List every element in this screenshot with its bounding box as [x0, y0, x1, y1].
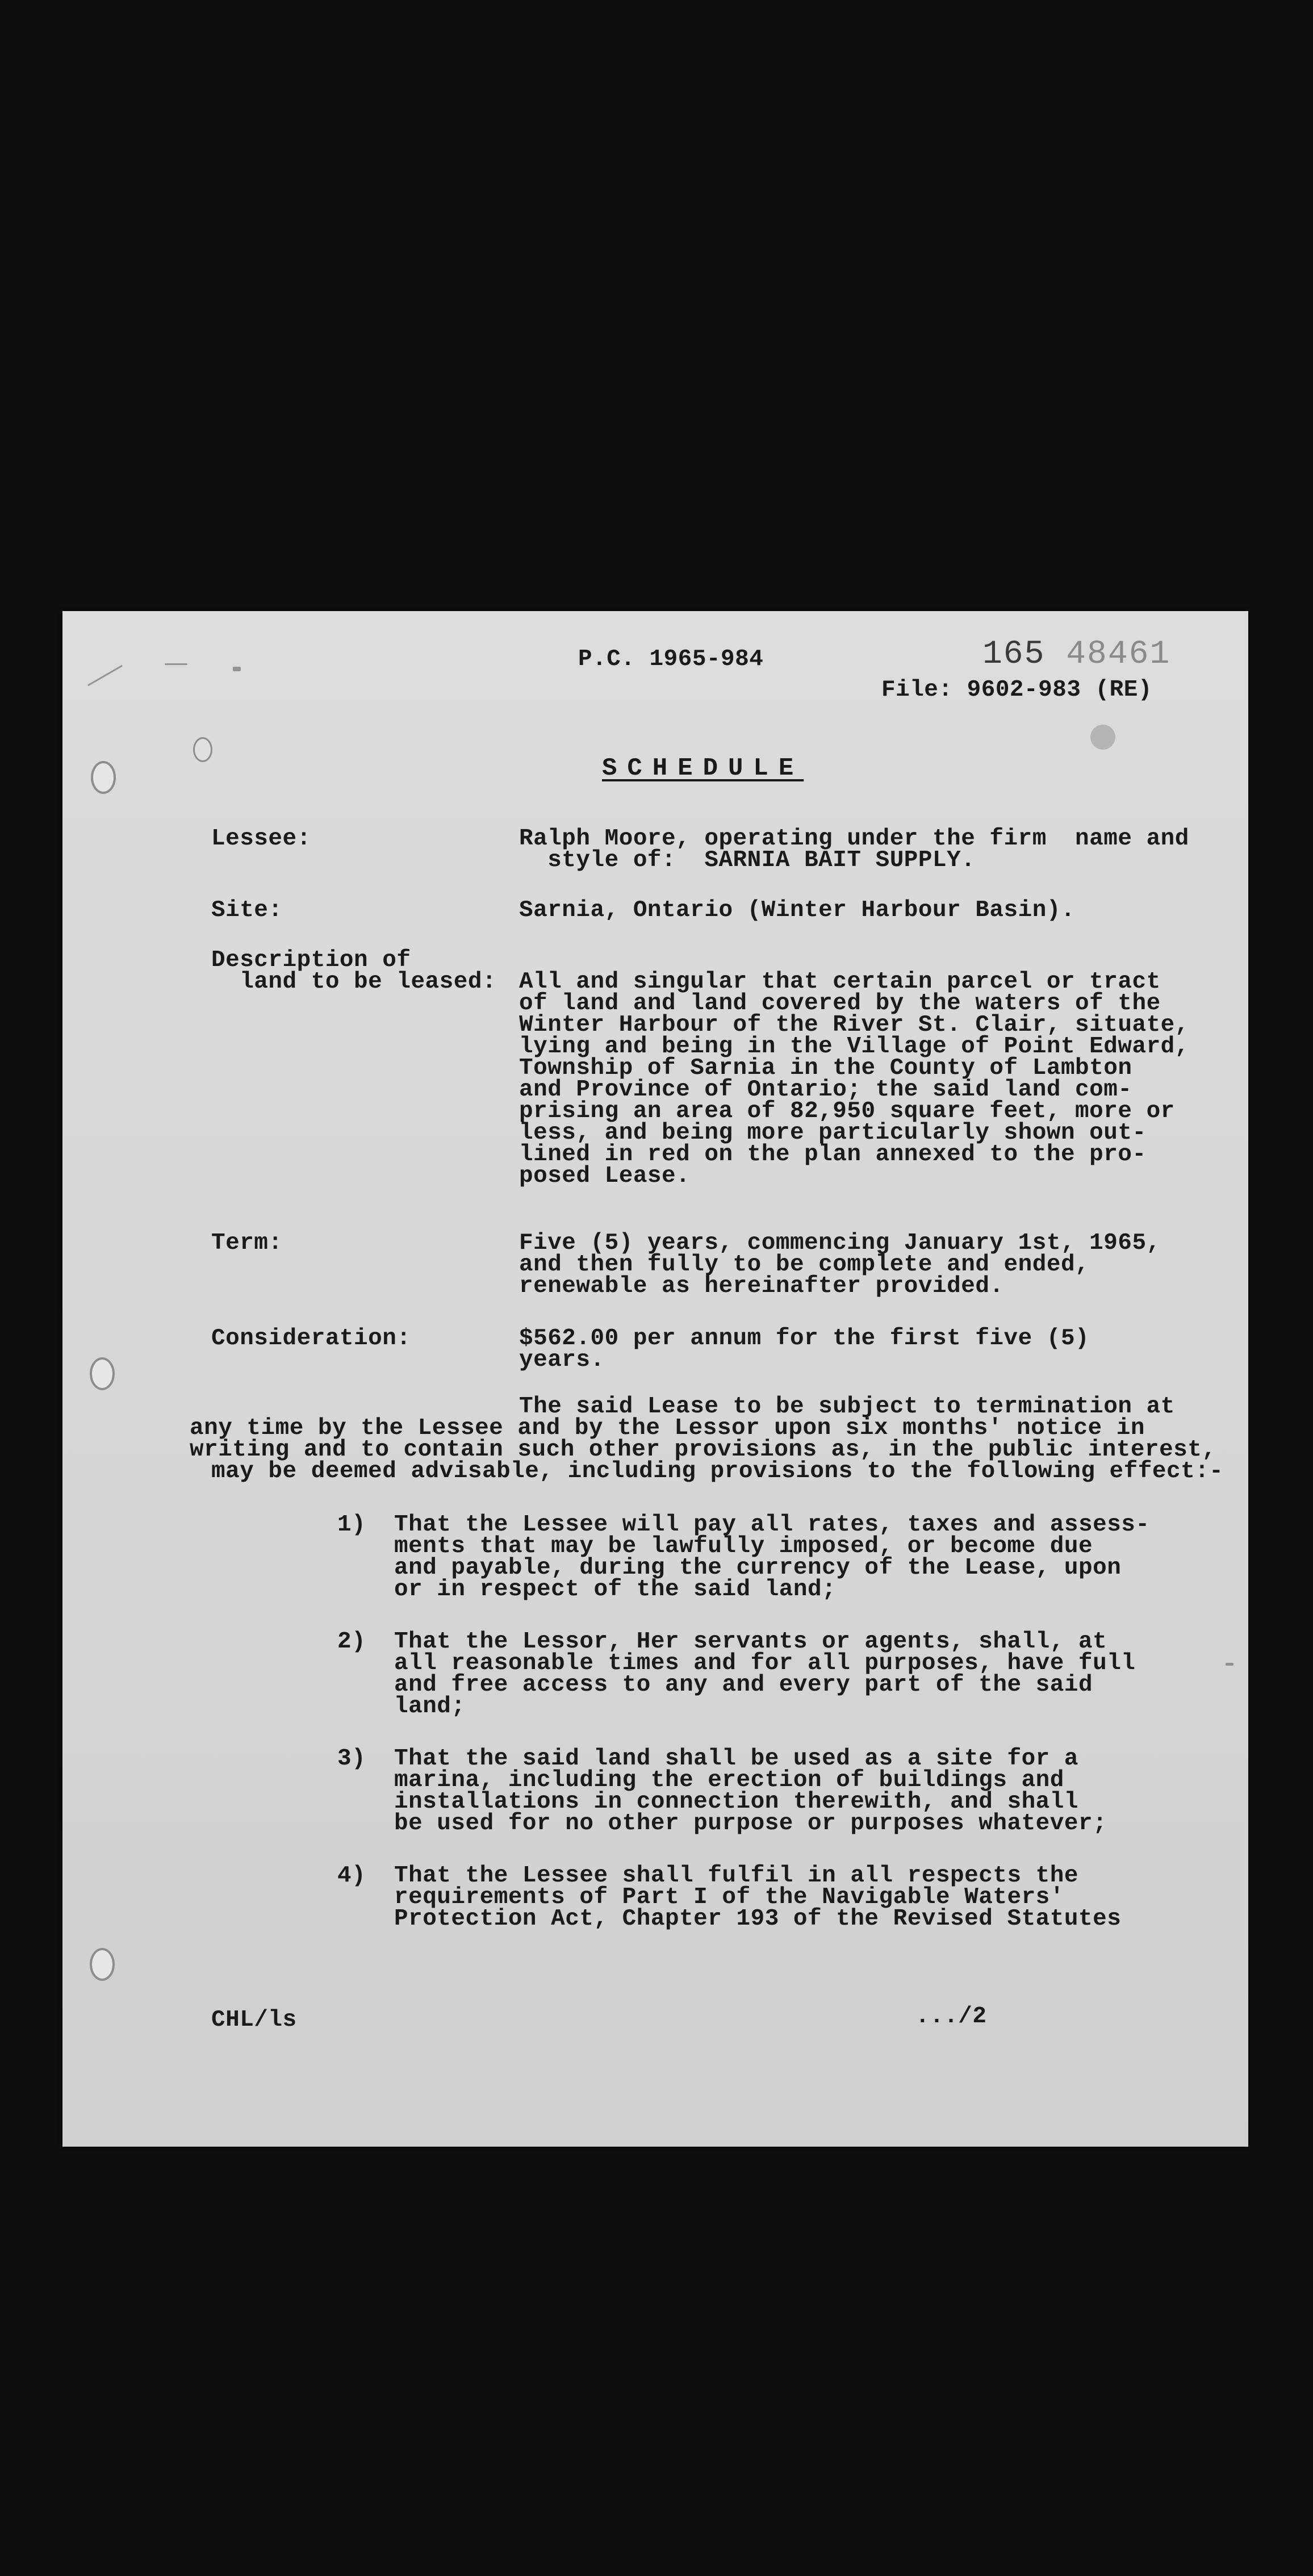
description-line: of land and land covered by the waters of the — [519, 990, 1161, 1017]
document-page — [62, 611, 1248, 2147]
stamp-prefix: 165 — [982, 636, 1046, 673]
site-label: Site: — [211, 897, 283, 923]
provision-line: That the Lessee will pay all rates, taxes and assess- — [394, 1512, 1150, 1538]
punch-hole-3 — [90, 1948, 115, 1981]
provision-number: 2) — [337, 1629, 366, 1655]
provision-line: ments that may be lawfully imposed, or become due — [394, 1533, 1093, 1559]
page-continuation: .../2 — [915, 2004, 987, 2030]
term-line: renewable as hereinafter provided. — [519, 1273, 1004, 1299]
file-reference: File: 9602-983 (RE) — [881, 677, 1152, 703]
stamp-suffix: 48461 — [1066, 636, 1171, 673]
description-line: less, and being more particularly shown out- — [519, 1120, 1147, 1146]
site-value: Sarnia, Ontario (Winter Harbour Basin). — [519, 897, 1076, 923]
pc-number: P.C. 1965-984 — [578, 646, 764, 672]
provision-number: 4) — [337, 1863, 366, 1889]
document-title: SCHEDULE — [602, 754, 804, 783]
consideration-label: Consideration: — [211, 1325, 411, 1352]
edge-mark — [1226, 1663, 1233, 1666]
term-line: Five (5) years, commencing January 1st, 1965, — [519, 1230, 1161, 1256]
provision-line: That the said land shall be used as a site for a — [394, 1746, 1078, 1772]
term-line: and then fully to be complete and ended, — [519, 1252, 1090, 1278]
description-line: Township of Sarnia in the County of Lambton — [519, 1055, 1132, 1081]
punch-hole-top — [193, 737, 212, 762]
description-line: All and singular that certain parcel or tract — [519, 969, 1161, 995]
provision-number: 3) — [337, 1746, 366, 1772]
provision-line: all reasonable times and for all purposes, have full — [394, 1650, 1136, 1676]
pencil-mark — [87, 665, 123, 687]
provision-line: land; — [394, 1693, 466, 1720]
typist-initials: CHL/ls — [211, 2007, 297, 2033]
provision-number: 1) — [337, 1512, 366, 1538]
provision-line: and payable, during the currency of the Lease, upon — [394, 1555, 1122, 1581]
punch-hole-1 — [91, 761, 116, 794]
description-line: Winter Harbour of the River St. Clair, situate, — [519, 1012, 1189, 1038]
provision-line: installations in connection therewith, and shall — [394, 1789, 1078, 1815]
description-label: Description of — [211, 947, 411, 973]
description-line: prising an area of 82,950 square feet, more or — [519, 1098, 1175, 1124]
termination-line: writing and to contain such other provisions as, in the public interest, — [190, 1437, 1216, 1463]
provision-line: or in respect of the said land; — [394, 1576, 837, 1603]
termination-line: any time by the Lessee and by the Lessor upon six months' notice in — [190, 1415, 1145, 1441]
provision-line: Protection Act, Chapter 193 of the Revised Statutes — [394, 1906, 1122, 1932]
pencil-mark — [165, 663, 187, 665]
term-label: Term: — [211, 1230, 283, 1256]
punch-hole-2 — [90, 1357, 115, 1390]
description-label: land to be leased: — [211, 969, 497, 995]
lessee-value-line: style of: SARNIA BAIT SUPPLY. — [519, 847, 976, 873]
provision-line: That the Lessor, Her servants or agents, shall, at — [394, 1629, 1107, 1655]
provision-line: marina, including the erection of buildings and — [394, 1767, 1064, 1793]
termination-line: The said Lease to be subject to termination at — [519, 1394, 1175, 1420]
consideration-line: $562.00 per annum for the first five (5) — [519, 1325, 1090, 1352]
description-line: posed Lease. — [519, 1163, 691, 1189]
provision-line: and free access to any and every part of the said — [394, 1672, 1093, 1698]
consideration-line: years. — [519, 1347, 605, 1373]
lessee-value-line: Ralph Moore, operating under the firm name and — [519, 826, 1189, 852]
description-line: lined in red on the plan annexed to the pro- — [519, 1141, 1147, 1168]
provision-line: requirements of Part I of the Navigable Waters' — [394, 1884, 1064, 1910]
stain-spot — [1090, 725, 1115, 750]
provision-line: That the Lessee shall fulfil in all respects the — [394, 1863, 1078, 1889]
lessee-label: Lessee: — [211, 826, 311, 852]
provision-line: be used for no other purpose or purposes whatever; — [394, 1810, 1107, 1837]
description-line: and Province of Ontario; the said land com- — [519, 1077, 1132, 1103]
termination-line: may be deemed advisable, including provisions to the following effect:- — [211, 1458, 1224, 1484]
stamp-number — [982, 636, 1170, 673]
description-line: lying and being in the Village of Point Edward, — [519, 1034, 1189, 1060]
pencil-mark — [233, 667, 241, 671]
